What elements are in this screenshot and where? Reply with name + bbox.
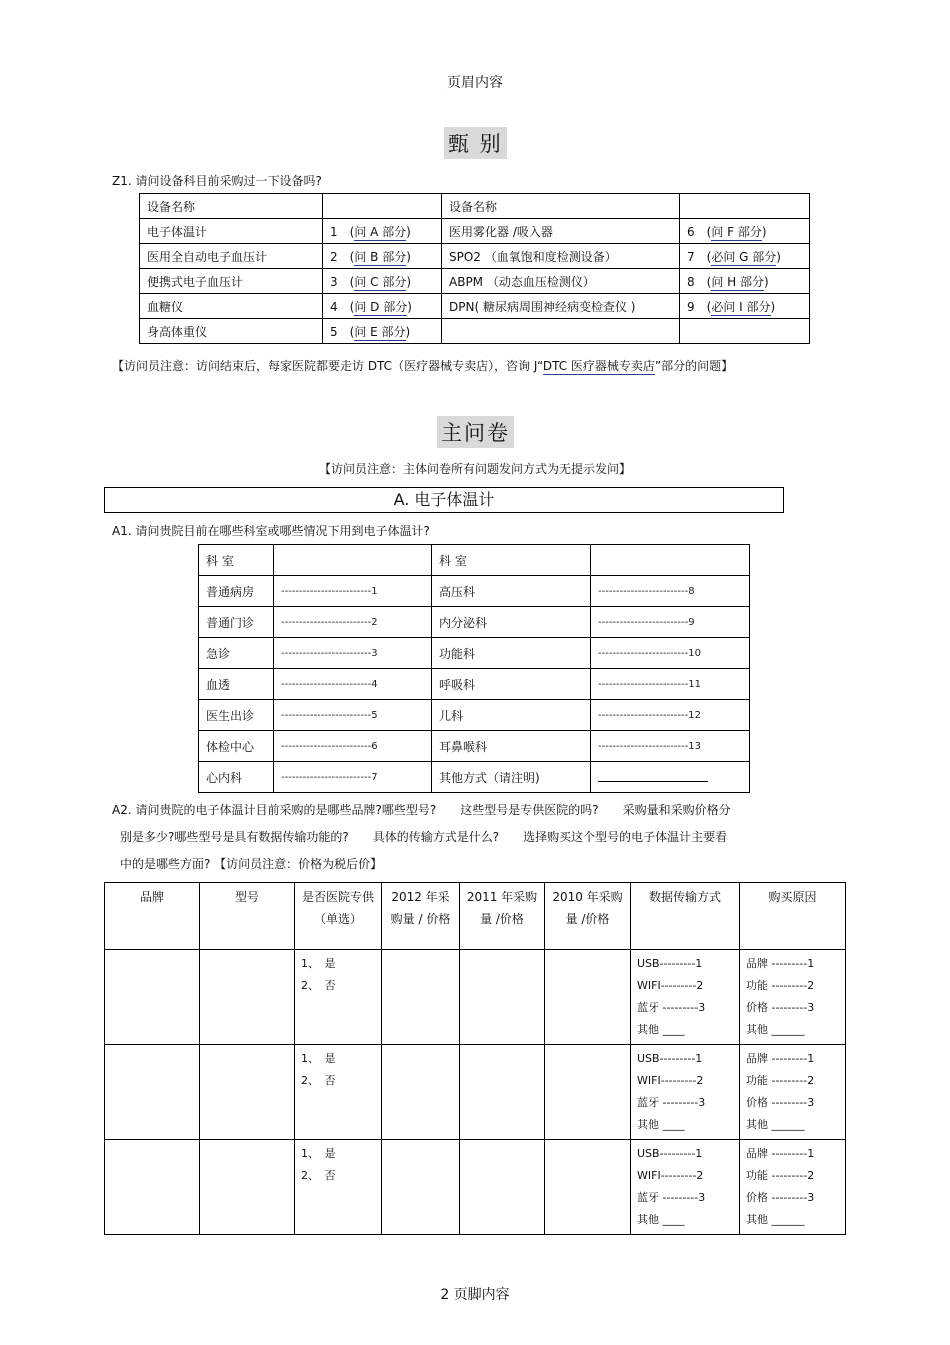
z1-head-left: 设备名称 [140, 194, 323, 219]
a1-row: 普通病房 -------------------------1 高压科 -------------------------8 [199, 576, 750, 607]
a1-head-right: 科 室 [432, 545, 591, 576]
section-note: 问 C 部分 [354, 274, 407, 289]
z1-row: 身高体重仪 5 (问 E 部分) [140, 319, 810, 344]
section-a-title: A. 电子体温计 [104, 487, 784, 513]
section-note: 问 F 部分 [711, 224, 762, 239]
section-note: 问 E 部分 [354, 324, 406, 339]
interviewer-note-main: 【访问员注意：主体问卷所有问题发问方式为无提示发问】 [318, 462, 631, 476]
equipment-name: DPN( 糖尿病周围神经病变检查仪 ) [442, 294, 680, 319]
equipment-name: 血糖仪 [140, 294, 323, 319]
section-note: 问 H 部分 [711, 274, 764, 289]
section-note: 问 D 部分 [354, 299, 408, 314]
a1-row: 普通门诊 -------------------------2 内分泌科 -------------------------9 [199, 607, 750, 638]
page-header: 页眉内容 [447, 75, 503, 91]
a1-row: 心内科 -------------------------7 其他方式（请注明) [199, 762, 750, 793]
main-questionnaire-title: 主问卷 [437, 416, 514, 448]
equipment-name: 医用全自动电子血压计 [140, 244, 323, 269]
a2-brand-table [104, 882, 846, 1235]
section-note: 必问 I 部分 [711, 299, 771, 314]
col-brand: 品牌 [105, 883, 200, 950]
col-model: 型号 [200, 883, 295, 950]
a1-row: 血透 -------------------------4 呼吸科 -------------------------11 [199, 669, 750, 700]
z1-row: 便携式电子血压计 3 (问 C 部分) ABPM （动态血压检测仪） 8 (问 H 部分) [140, 269, 810, 294]
a1-row: 医生出诊 -------------------------5 儿科 -------------------------12 [199, 700, 750, 731]
page-footer: 2 页脚内容 [440, 1287, 510, 1303]
equipment-name: ABPM （动态血压检测仪） [442, 269, 680, 294]
screening-title: 甄 别 [444, 127, 507, 159]
equipment-name: 医用雾化器 /吸入器 [442, 219, 680, 244]
a1-question: A1. 请问贵院目前在哪些科室或哪些情况下用到电子体温计? [112, 524, 430, 538]
a1-row: 体检中心 -------------------------6 耳鼻喉科 -------------------------13 [199, 731, 750, 762]
col-exclusive: 是否医院专供（单选） [295, 883, 382, 950]
z1-question: Z1. 请问设备科目前采购过一下设备吗? [112, 174, 322, 188]
a2-row: 1、 是 2、 否 USB---------1 WIFI---------2 蓝牙 ---------3 其他 ____ 品牌 ---------1 功能 ---------2 价格 ---------3 其他 ______ [105, 1140, 846, 1235]
col-2011: 2011 年采购量 /价格 [460, 883, 545, 950]
equipment-name: 便携式电子血压计 [140, 269, 323, 294]
interviewer-note-dtc: 【访问员注意：访问结束后，每家医院都要走访 DTC（医疗器械专卖店），咨询 J“DTC 医疗器械专卖店”部分的问题】 [112, 359, 734, 373]
other-blank[interactable] [598, 769, 708, 782]
a1-department-table [198, 544, 750, 793]
equipment-name: 身高体重仪 [140, 319, 323, 344]
section-note: 问 A 部分 [354, 224, 407, 239]
a1-row: 急诊 -------------------------3 功能科 -------------------------10 [199, 638, 750, 669]
a2-row: 1、 是 2、 否 USB---------1 WIFI---------2 蓝牙 ---------3 其他 ____ 品牌 ---------1 功能 ---------2 价格 ---------3 其他 ______ [105, 950, 846, 1045]
col-reason: 购买原因 [740, 883, 846, 950]
z1-row: 血糖仪 4 (问 D 部分) DPN( 糖尿病周围神经病变检查仪 ) 9 (必问 I 部分) [140, 294, 810, 319]
a2-row: 1、 是 2、 否 USB---------1 WIFI---------2 蓝牙 ---------3 其他 ____ 品牌 ---------1 功能 ---------2 价格 ---------3 其他 ______ [105, 1045, 846, 1140]
z1-equipment-table [139, 193, 810, 344]
equipment-name: SPO2 （血氧饱和度检测设备） [442, 244, 680, 269]
z1-head-right: 设备名称 [442, 194, 680, 219]
section-note: 问 B 部分 [354, 249, 407, 264]
col-2010: 2010 年采购量 /价格 [545, 883, 631, 950]
equipment-name: 电子体温计 [140, 219, 323, 244]
section-note: 必问 G 部分 [711, 249, 777, 264]
col-2012: 2012 年采购量 / 价格 [382, 883, 460, 950]
z1-row: 医用全自动电子血压计 2 (问 B 部分) SPO2 （血氧饱和度检测设备） 7 (必问 G 部分) [140, 244, 810, 269]
a1-head-left: 科 室 [199, 545, 274, 576]
dtc-link-text: DTC 医疗器械专卖店 [542, 359, 655, 373]
z1-row: 电子体温计 1 (问 A 部分) 医用雾化器 /吸入器 6 (问 F 部分) [140, 219, 810, 244]
a2-question: A2. 请问贵院的电子体温计目前采购的是哪些品牌?哪些型号? 这些型号是专供医院的吗? 采购量和采购价格分 别是多少?哪些型号是具有数据传输功能的? 具体的传输方式是什么? 选择购买这个型号的电子体温计主要看 中的是哪些方面? 【访问员注意：价格为税后价】 [112, 803, 731, 871]
col-transfer: 数据传输方式 [631, 883, 740, 950]
